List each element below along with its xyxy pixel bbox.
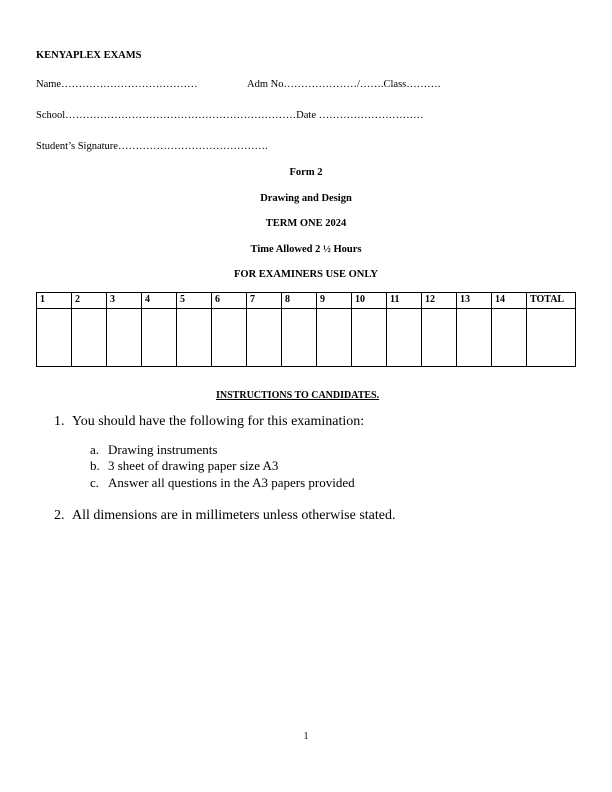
subitem-num: b. — [90, 458, 100, 473]
instruction-num: 1. — [54, 414, 65, 429]
mark-cell[interactable] — [37, 309, 72, 367]
examiners-marks-table — [36, 292, 576, 367]
col-header: 14 — [492, 293, 527, 309]
col-header: 8 — [282, 293, 317, 309]
mark-cell[interactable] — [317, 309, 352, 367]
instructions-title: INSTRUCTIONS TO CANDIDATES. — [216, 390, 380, 401]
form-level: Form 2 — [289, 167, 323, 178]
mark-cell[interactable] — [107, 309, 142, 367]
page-number: 1 — [303, 731, 309, 742]
term-title: TERM ONE 2024 — [265, 218, 347, 229]
subitem-text: 3 sheet of drawing paper size A3 — [108, 458, 279, 473]
mark-cell[interactable] — [142, 309, 177, 367]
col-header: 10 — [352, 293, 387, 309]
mark-cell[interactable] — [387, 309, 422, 367]
col-header: 5 — [177, 293, 212, 309]
instruction-num: 2. — [54, 508, 65, 523]
col-header: 7 — [247, 293, 282, 309]
adm-class-field[interactable]: Adm No…………………/…….Class………. — [247, 79, 441, 90]
col-header: 13 — [457, 293, 492, 309]
total-cell[interactable] — [527, 309, 576, 367]
mark-cell[interactable] — [457, 309, 492, 367]
col-header: 6 — [212, 293, 247, 309]
col-header: 12 — [422, 293, 457, 309]
mark-cell[interactable] — [352, 309, 387, 367]
col-header: 2 — [72, 293, 107, 309]
col-header: 4 — [142, 293, 177, 309]
mark-cell[interactable] — [72, 309, 107, 367]
mark-cell[interactable] — [177, 309, 212, 367]
name-field[interactable]: Name………………………………… — [36, 79, 198, 90]
subitem-num: c. — [90, 475, 100, 490]
signature-field[interactable]: Student’s Signature……………………………………. — [36, 141, 268, 152]
subject-title: Drawing and Design — [260, 193, 352, 204]
mark-cell[interactable] — [212, 309, 247, 367]
school-date-field[interactable]: School…………………………………………………………Date ………………………… — [36, 110, 424, 121]
instruction-text: You should have the following for this examination: — [72, 414, 365, 429]
examiners-heading: FOR EXAMINERS USE ONLY — [233, 269, 378, 280]
subitem-text: Answer all questions in the A3 papers provided — [108, 475, 355, 490]
col-header: 11 — [387, 293, 422, 309]
mark-cell[interactable] — [422, 309, 457, 367]
col-header: 3 — [107, 293, 142, 309]
time-allowed: Time Allowed 2 ½ Hours — [250, 244, 362, 255]
col-header-total: TOTAL — [527, 293, 576, 309]
instruction-text: All dimensions are in millimeters unless otherwise stated. — [72, 508, 396, 523]
mark-cell[interactable] — [492, 309, 527, 367]
mark-cell[interactable] — [247, 309, 282, 367]
mark-cell[interactable] — [282, 309, 317, 367]
subitem-text: Drawing instruments — [108, 442, 218, 457]
org-name: KENYAPLEX EXAMS — [36, 50, 142, 61]
subitem-num: a. — [90, 442, 100, 457]
col-header: 9 — [317, 293, 352, 309]
col-header: 1 — [37, 293, 72, 309]
